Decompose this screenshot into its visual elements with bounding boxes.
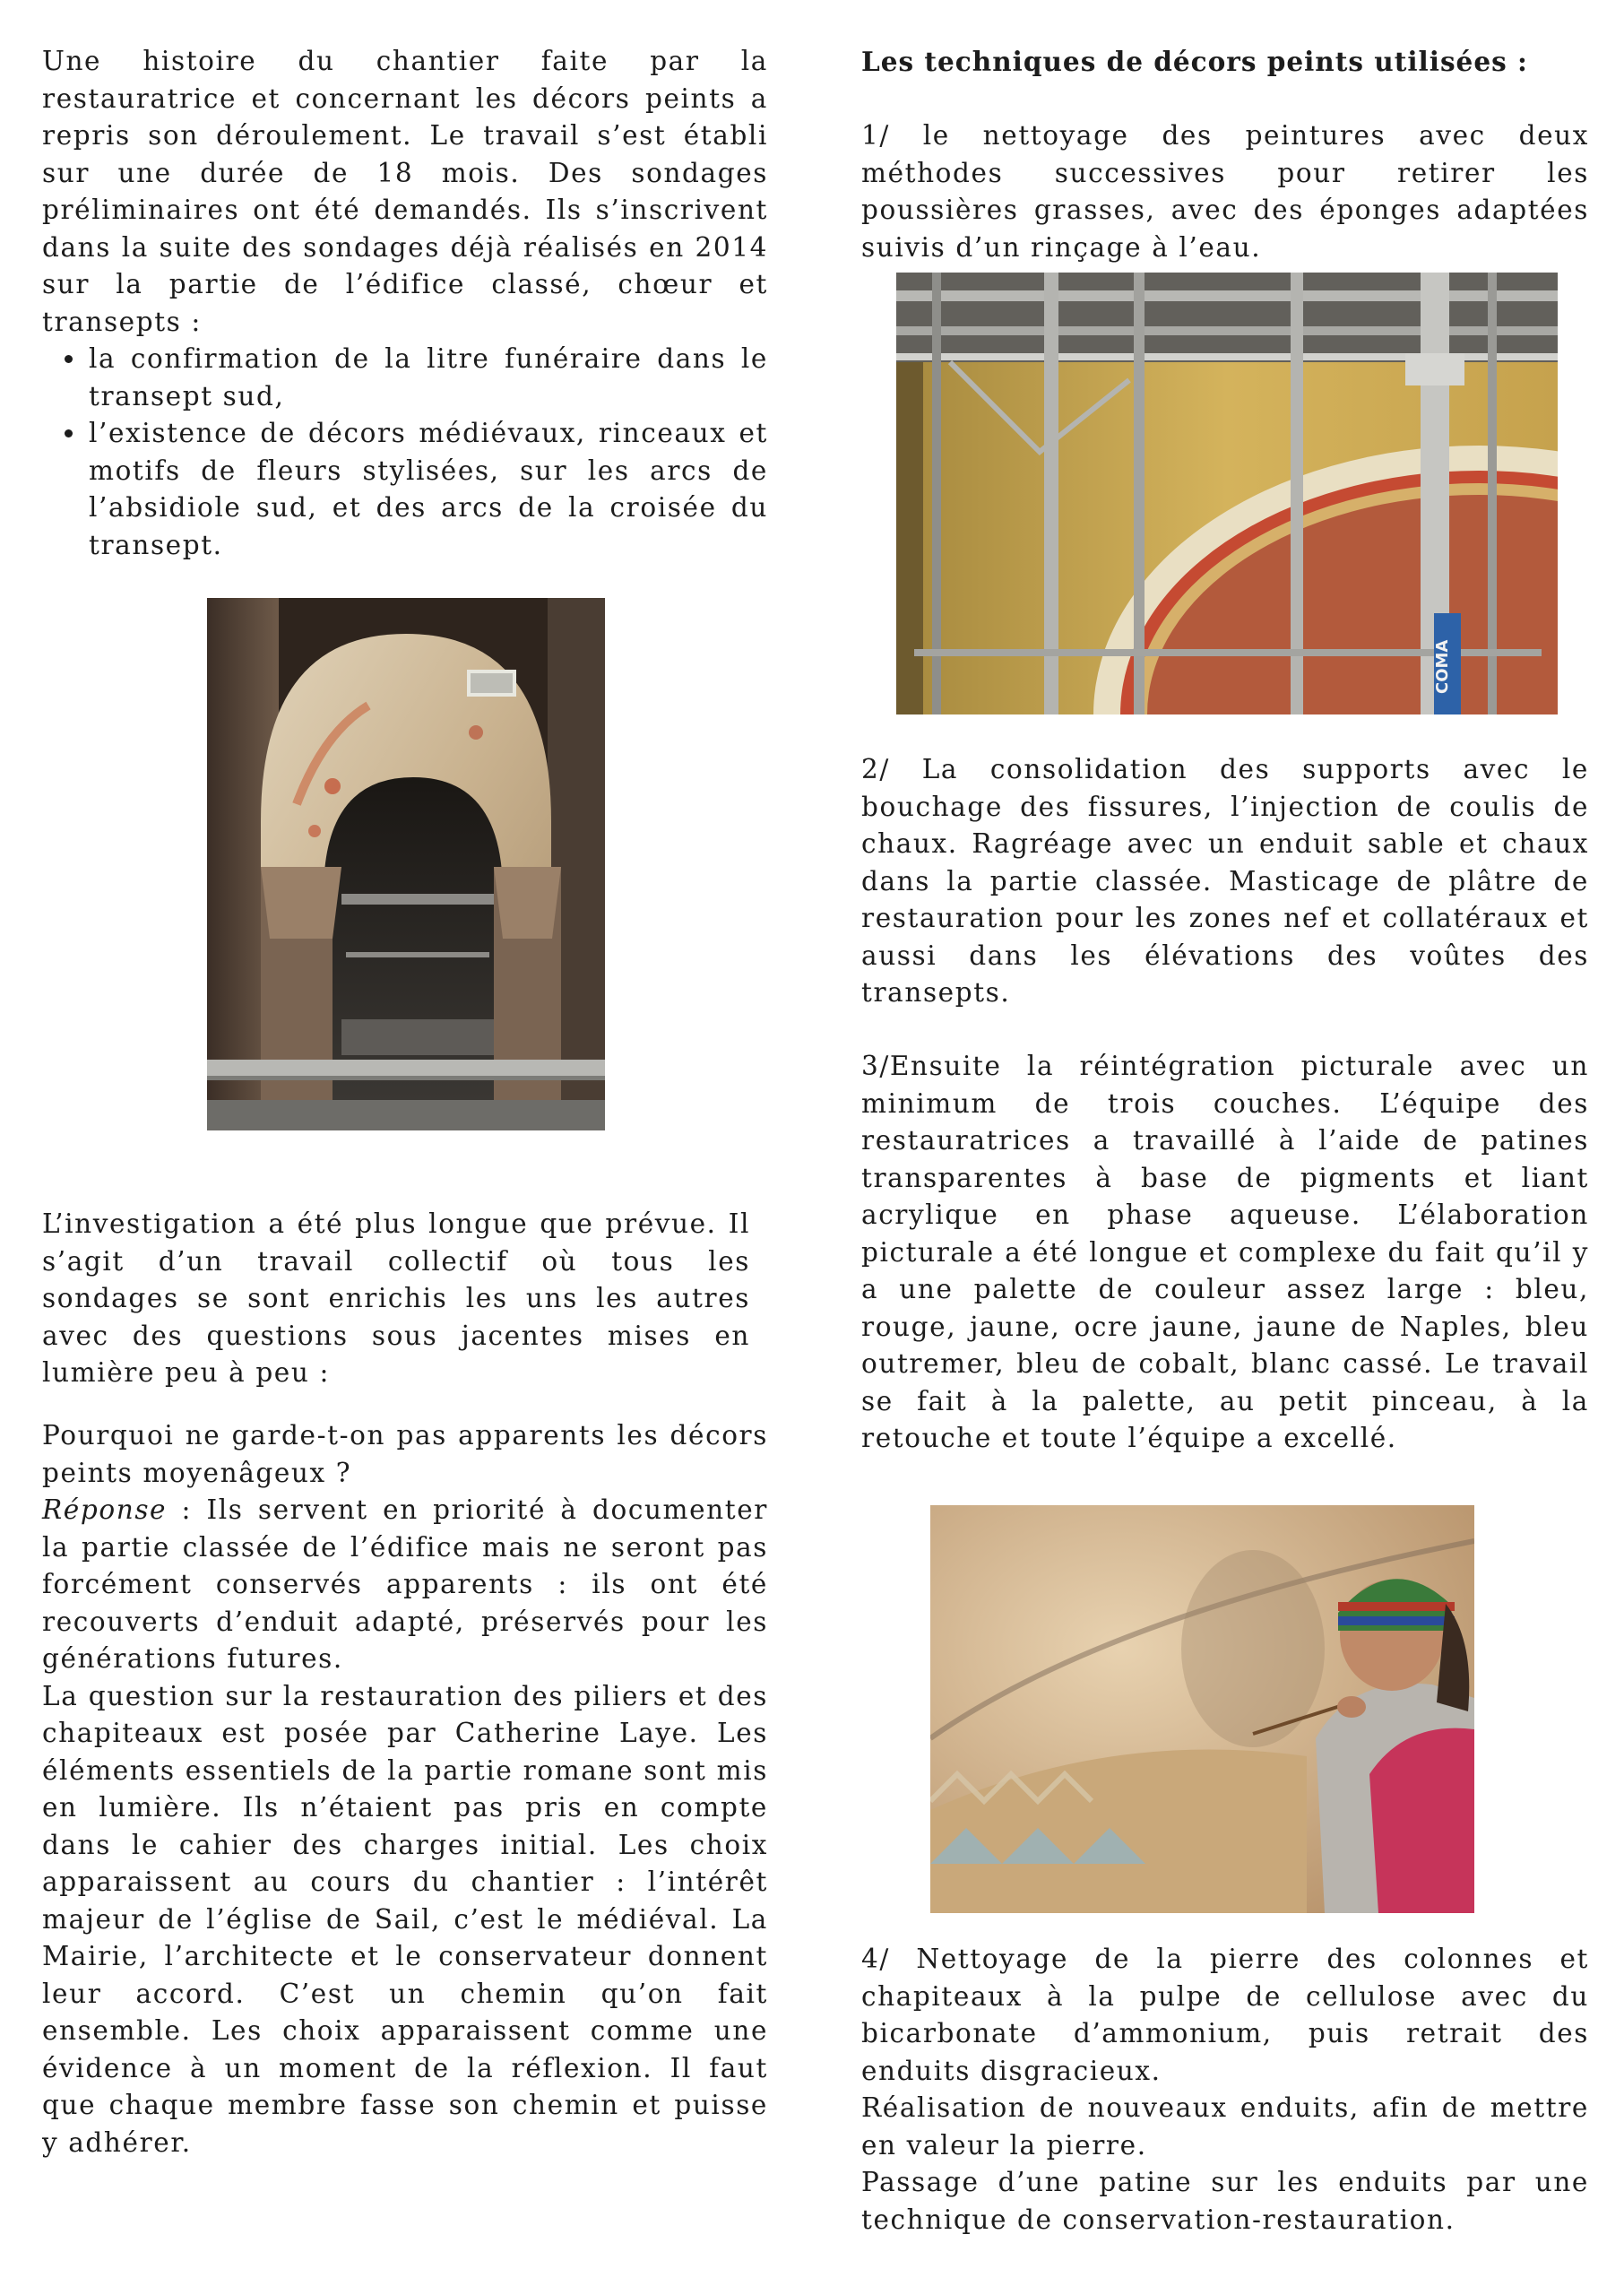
answer-text: : Ils servent en priorité à documenter la partie classée de l’édifice mais ne seront pas forcément conservés apparents : ils ont été recouverts d’enduit adapté, préservés pour les générations futures. bbox=[42, 1494, 768, 1674]
step-4-text-c: Passage d’une patine sur les enduits par une technique de conservation-restauration. bbox=[861, 2167, 1589, 2235]
finding-item: • l’existence de décors médiévaux, rinceaux et motifs de fleurs stylisées, sur les arcs de l’absidiole sud, et des arcs de la croisée du transept. bbox=[87, 415, 768, 564]
arch-photo bbox=[207, 598, 605, 1130]
restorer-photo bbox=[930, 1505, 1474, 1913]
step-4 bbox=[861, 1941, 1589, 2239]
step-1 bbox=[861, 117, 1589, 266]
piliers-paragraph: La question sur la restauration des piliers et des chapiteaux est posée par Catherine Laye. Les éléments essentiels de la partie romane sont mis en lumière. Ils n’étaient pas pris en compte dans le cahier des charges initial. Les choix apparaissent au cours du chantier : l’intérêt majeur de l’église de Sail, c’est le médiéval. La Mairie, l’architecte et le conservateur donnent leur accord. C’est un chemin qu’on fait ensemble. Les choix apparaissent comme une évidence à un moment de la réflexion. Il faut que chaque membre fasse son chemin et puisse y adhérer. bbox=[42, 1680, 768, 2158]
step-4-text: 4/ Nettoyage de la pierre des colonnes et chapiteaux à la pulpe de cellulose avec du bicarbonate d’ammonium, puis retrait des enduits disgracieux. bbox=[861, 1944, 1589, 2086]
restorer-photo-image bbox=[930, 1505, 1474, 1913]
step-3-text: 3/Ensuite la réintégration picturale avec un minimum de trois couches. L’équipe des restauratrices a travaillé à l’aide de patines transparentes à base de pigments et liant acrylique en phase aqueuse. L’élaboration picturale a été longue et complexe du fait qu’il y a une palette de couleur assez large : bleu, rouge, jaune, ocre jaune, jaune de Naples, bleu outremer, bleu de cobalt, blanc cassé. Le travail se fait à la palette, au petit pinceau, à la retouche et toute l’équipe a excellé. bbox=[861, 1051, 1589, 1453]
step-4-text-b: Réalisation de nouveaux enduits, afin de mettre en valeur la pierre. bbox=[861, 2092, 1589, 2161]
investigation-paragraph: L’investigation a été plus longue que prévue. Il s’agit d’un travail collectif où tous les sondages se sont enrichis les uns les autres avec des questions sous jacentes mises en lumière peu à peu : bbox=[42, 1208, 750, 1388]
answer-label: Réponse bbox=[42, 1494, 168, 1525]
investigation-section bbox=[42, 1206, 750, 1392]
scaffold-brand-label: COMA bbox=[1433, 639, 1452, 694]
intro-paragraph: Une histoire du chantier faite par la restauratrice et concernant les décors peints a repris son déroulement. Le travail s’est établi sur une durée de 18 mois. Des sondages préliminaires ont été demandés. Ils s’inscrivent dans la suite des sondages déjà réalisés en 2014 sur la partie de l’édifice classé, chœur et transepts : bbox=[42, 46, 768, 337]
arch-photo-image bbox=[207, 598, 605, 1130]
answer-paragraph bbox=[42, 1492, 768, 1678]
finding-item: • la confirmation de la litre funéraire dans le transept sud, bbox=[87, 341, 768, 415]
question-paragraph: Pourquoi ne garde-t-on pas apparents les décors peints moyenâgeux ? bbox=[42, 1420, 768, 1488]
scaffolding-photo bbox=[896, 273, 1558, 714]
techniques-section bbox=[861, 43, 1589, 81]
step-2-text: 2/ La consolidation des supports avec le bouchage des fissures, l’injection de coulis de chaux. Ragréage avec un enduit sable et chaux dans la partie classée. Masticage de plâtre de restauration pour les zones nef et collatéraux et aussi dans les élévations des voûtes des transepts. bbox=[861, 754, 1589, 1008]
scaffolding-photo-image bbox=[896, 273, 1558, 714]
question-section bbox=[42, 1417, 768, 2161]
step-3 bbox=[861, 1048, 1589, 1458]
findings-list bbox=[42, 341, 768, 564]
step-2 bbox=[861, 751, 1589, 1012]
intro-section bbox=[42, 43, 768, 564]
techniques-heading: Les techniques de décors peints utilisées : bbox=[861, 46, 1528, 77]
step-1-text: 1/ le nettoyage des peintures avec deux méthodes successives pour retirer les poussières grasses, avec des éponges adaptées suivis d’un rinçage à l’eau. bbox=[861, 120, 1589, 263]
